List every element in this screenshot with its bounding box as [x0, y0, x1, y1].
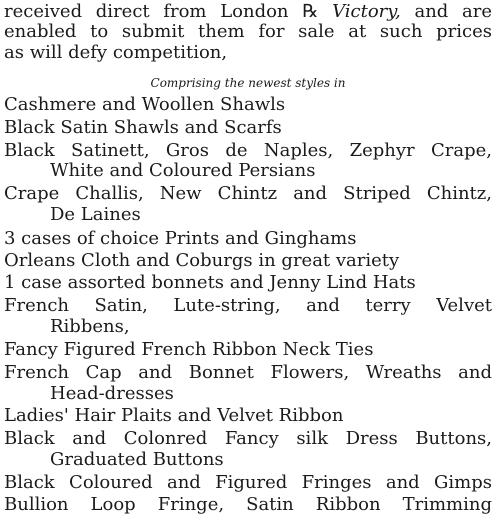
list-item: 3 cases of choice Prints and Ginghams [4, 228, 357, 249]
list-item-continuation: Graduated Buttons [50, 449, 224, 470]
list-item: Cashmere and Woollen Shawls [4, 94, 286, 115]
list-item-continuation: De Laines [50, 204, 141, 225]
list-item: Black Coloured and Figured Fringes and Gimps [4, 472, 492, 493]
subheading: Comprising the newest styles in [150, 76, 346, 90]
list-item-continuation: White and Coloured Persians [50, 160, 316, 181]
intro-line-1 [4, 2, 492, 22]
list-item: Black and Colonred Fancy silk Dress Buttons, [4, 428, 492, 449]
list-item: Black Satin Shawls and Scarfs [4, 117, 282, 138]
list-item: Fancy Figured French Ribbon Neck Ties [4, 339, 374, 360]
list-item-continuation: Ribbens, [50, 316, 130, 337]
list-item: French Satin, Lute-string, and terry Velvet [4, 295, 492, 316]
list-item: Orleans Cloth and Coburgs in great variety [4, 250, 400, 271]
list-item: Crape Challis, New Chintz and Striped Chintz, [4, 183, 492, 204]
list-item: Bullion Loop Fringe, Satin Ribbon Trimming [4, 494, 492, 515]
intro-line-2: enabled to submit them for sale at such prices [4, 21, 492, 42]
intro-text: and are [400, 1, 493, 22]
list-item: Black Satinett, Gros de Naples, Zephyr Crape, [4, 140, 492, 161]
list-item-continuation: Head-dresses [50, 383, 174, 404]
ship-name: Victory, [332, 1, 401, 22]
intro-text: received direct from London [4, 1, 303, 22]
list-item: Ladies' Hair Plaits and Velvet Ribbon [4, 405, 344, 426]
per-symbol: ℞ [302, 1, 319, 22]
list-item: French Cap and Bonnet Flowers, Wreaths and [4, 362, 492, 383]
list-item: 1 case assorted bonnets and Jenny Lind Hats [4, 272, 416, 293]
intro-line-3: as will defy competition, [4, 42, 228, 63]
